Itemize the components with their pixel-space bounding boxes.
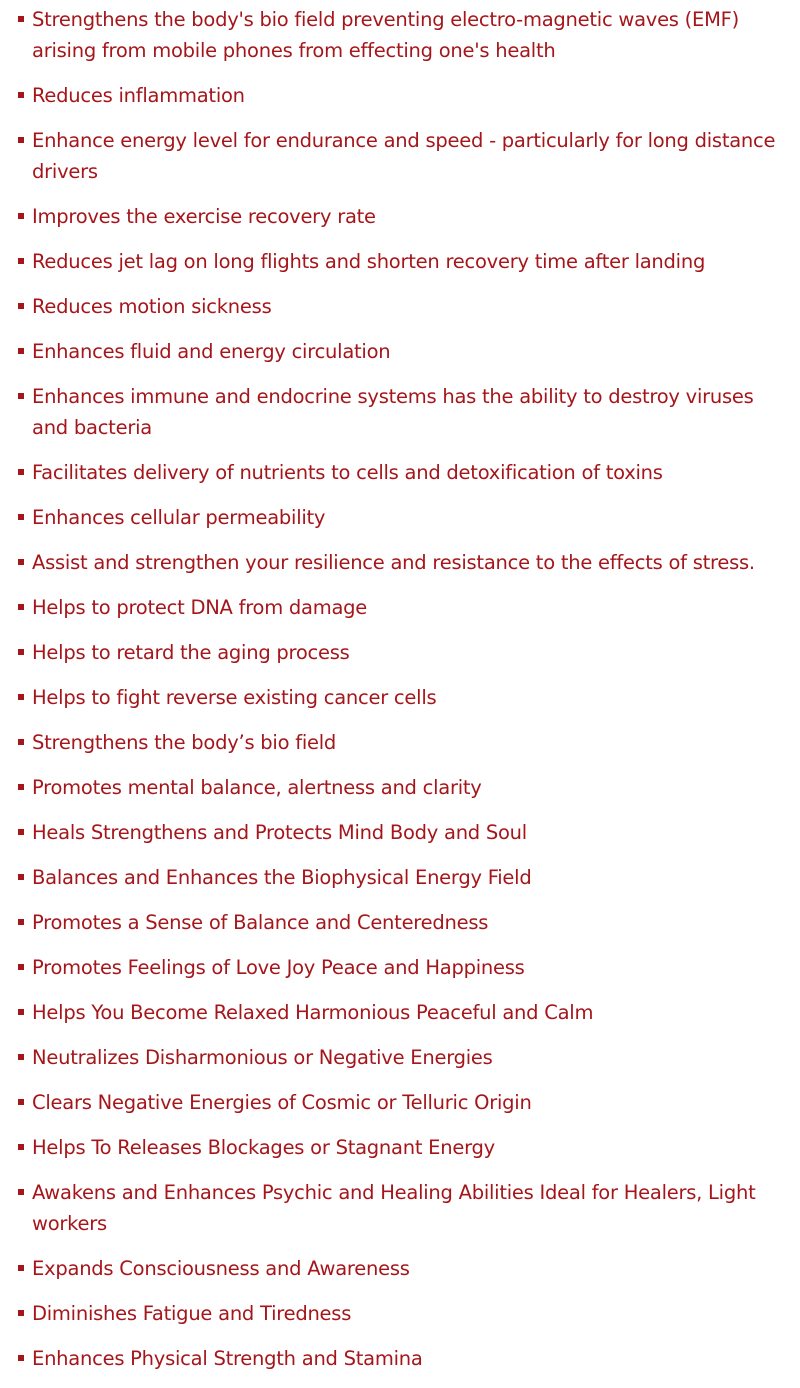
benefit-text: Helps to retard the aging process: [32, 641, 350, 664]
bullet-square-icon: [18, 1144, 24, 1150]
bullet-square-icon: [18, 874, 24, 880]
list-item: [18, 1253, 793, 1284]
benefit-text: Balances and Enhances the Biophysical Energy Field: [32, 866, 532, 889]
list-item: [18, 4, 793, 66]
list-item: [18, 246, 793, 277]
benefit-text: Enhance energy level for endurance and speed - particularly for long distance drivers: [32, 129, 776, 183]
bullet-square-icon: [18, 649, 24, 655]
list-item: [18, 862, 793, 893]
bullet-square-icon: [18, 784, 24, 790]
bullet-square-icon: [18, 514, 24, 520]
benefit-text: Helps to protect DNA from damage: [32, 596, 368, 619]
bullet-square-icon: [18, 213, 24, 219]
list-item: [18, 201, 793, 232]
benefit-text: Promotes mental balance, alertness and clarity: [32, 776, 482, 799]
benefit-text: Neutralizes Disharmonious or Negative Energies: [32, 1046, 493, 1069]
bullet-square-icon: [18, 1099, 24, 1105]
bullet-square-icon: [18, 348, 24, 354]
benefit-text: Heals Strengthens and Protects Mind Body and Soul: [32, 821, 527, 844]
list-item: [18, 502, 793, 533]
benefit-text: Strengthens the body's bio field preventing electro-magnetic waves (EMF) arising from mobile phones from effecting one's health: [32, 8, 739, 62]
benefit-text: Helps to fight reverse existing cancer cells: [32, 686, 437, 709]
list-item: [18, 727, 793, 758]
benefit-text: Helps You Become Relaxed Harmonious Peaceful and Calm: [32, 1001, 594, 1024]
bullet-square-icon: [18, 919, 24, 925]
benefit-text: Awakens and Enhances Psychic and Healing Abilities Ideal for Healers, Light workers: [32, 1181, 756, 1235]
list-item: [18, 291, 793, 322]
benefit-text: Reduces inflammation: [32, 84, 245, 107]
benefit-text: Reduces motion sickness: [32, 295, 272, 318]
list-item: [18, 637, 793, 668]
bullet-square-icon: [18, 1310, 24, 1316]
bullet-square-icon: [18, 559, 24, 565]
list-item: [18, 547, 793, 578]
bullet-square-icon: [18, 393, 24, 399]
list-item: [18, 592, 793, 623]
benefit-text: Expands Consciousness and Awareness: [32, 1257, 410, 1280]
list-item: [18, 125, 793, 187]
bullet-square-icon: [18, 1189, 24, 1195]
bullet-square-icon: [18, 694, 24, 700]
bullet-square-icon: [18, 303, 24, 309]
list-item: [18, 1132, 793, 1163]
list-item: [18, 381, 793, 443]
bullet-square-icon: [18, 137, 24, 143]
benefit-text: Clears Negative Energies of Cosmic or Telluric Origin: [32, 1091, 532, 1114]
list-item: [18, 907, 793, 938]
bullet-square-icon: [18, 1054, 24, 1060]
bullet-square-icon: [18, 92, 24, 98]
list-item: [18, 1042, 793, 1073]
benefit-text: Facilitates delivery of nutrients to cells and detoxification of toxins: [32, 461, 663, 484]
list-item: [18, 997, 793, 1028]
list-item: [18, 772, 793, 803]
list-item: [18, 1177, 793, 1239]
benefit-text: Strengthens the body’s bio field: [32, 731, 337, 754]
bullet-square-icon: [18, 258, 24, 264]
benefit-text: Enhances fluid and energy circulation: [32, 340, 391, 363]
list-item: [18, 682, 793, 713]
benefit-text: Assist and strengthen your resilience and resistance to the effects of stress.: [32, 551, 755, 574]
bullet-square-icon: [18, 1009, 24, 1015]
bullet-square-icon: [18, 469, 24, 475]
bullet-square-icon: [18, 739, 24, 745]
list-item: [18, 80, 793, 111]
benefit-text: Enhances immune and endocrine systems has the ability to destroy viruses and bacteria: [32, 385, 754, 439]
list-item: [18, 1087, 793, 1118]
bullet-square-icon: [18, 1265, 24, 1271]
list-item: [18, 336, 793, 367]
list-item: [18, 817, 793, 848]
benefit-text: Enhances cellular permeability: [32, 506, 326, 529]
benefits-list: [18, 4, 793, 1388]
benefit-text: Improves the exercise recovery rate: [32, 205, 376, 228]
list-item: [18, 952, 793, 983]
benefit-text: Diminishes Fatigue and Tiredness: [32, 1302, 352, 1325]
bullet-square-icon: [18, 964, 24, 970]
list-item: [18, 1298, 793, 1329]
bullet-square-icon: [18, 604, 24, 610]
benefit-text: Reduces jet lag on long flights and shorten recovery time after landing: [32, 250, 706, 273]
benefit-text: Helps To Releases Blockages or Stagnant Energy: [32, 1136, 495, 1159]
bullet-square-icon: [18, 16, 24, 22]
list-item: [18, 457, 793, 488]
bullet-square-icon: [18, 829, 24, 835]
list-item: [18, 1343, 793, 1374]
benefit-text: Promotes a Sense of Balance and Centeredness: [32, 911, 489, 934]
bullet-square-icon: [18, 1355, 24, 1361]
benefit-text: Enhances Physical Strength and Stamina: [32, 1347, 423, 1370]
benefit-text: Promotes Feelings of Love Joy Peace and Happiness: [32, 956, 525, 979]
